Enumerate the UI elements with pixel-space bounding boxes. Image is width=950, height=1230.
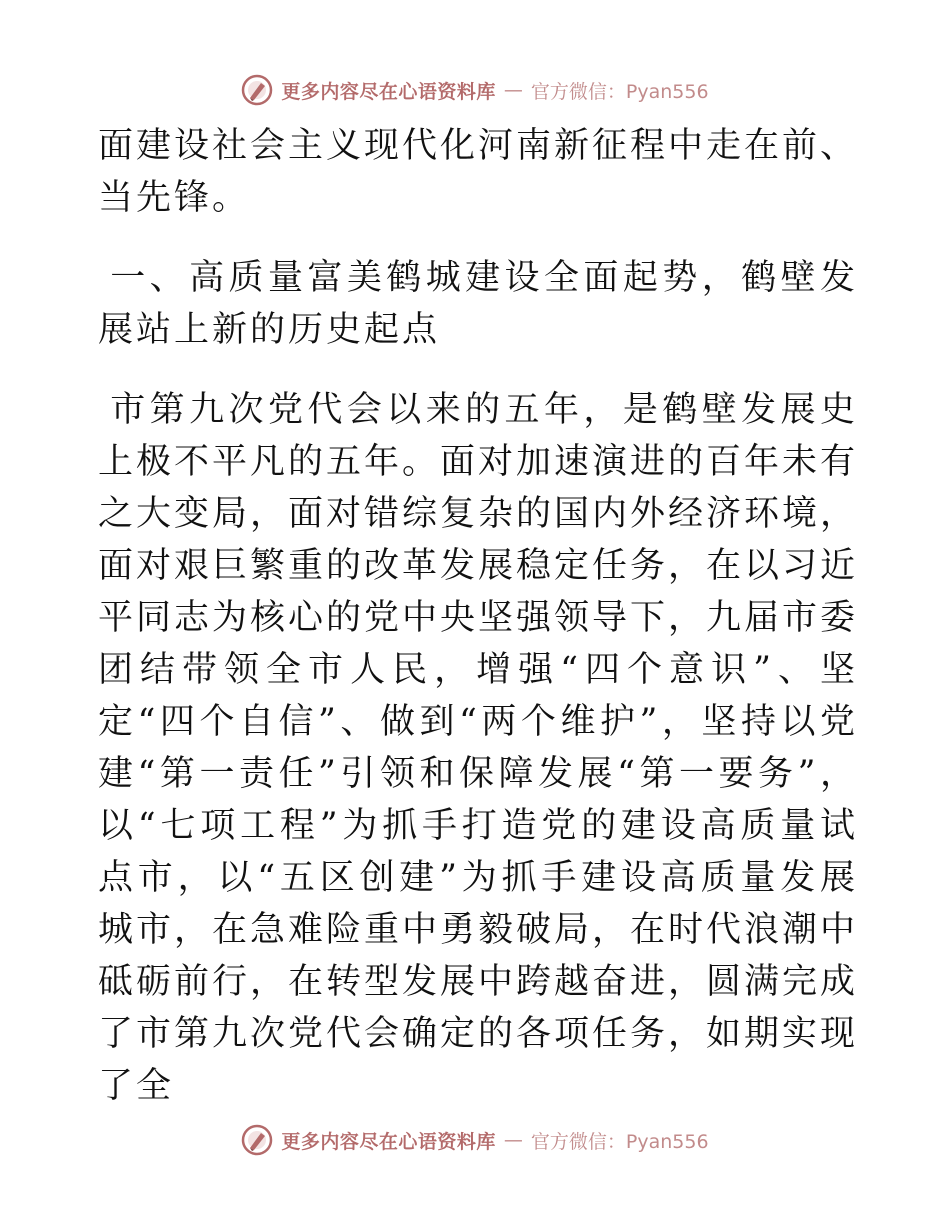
footer-site-text: 更多内容尽在心语资料库 (281, 1130, 496, 1153)
footer-separator: — (503, 1129, 523, 1151)
pen-nib-circle-icon (241, 1124, 273, 1156)
pen-nib-circle-icon (241, 74, 273, 106)
header-banner (0, 70, 950, 110)
footer-wechat-text: 官方微信：Pyan556 (530, 1130, 709, 1153)
paragraph-main: 市第九次党代会以来的五年，是鹤壁发展史上极不平凡的五年。面对加速演进的百年未有之大变局，面对错综复杂的国内外经济环境，面对艰巨繁重的改革发展稳定任务，在以习近平同志为核心的党中央坚强领导下，九届市委团结带领全市人民，增强“四个意识”、坚定“四个自信”、做到“两个维护”，坚持以党建“第一责任”引领和保障发展“第一要务”，以“七项工程”为抓手打造党的建设高质量试点市，以“五区创建”为抓手建设高质量发展城市，在急难险重中勇毅破局，在时代浪潮中砥砺前行，在转型发展中跨越奋进，圆满完成了市第九次党代会确定的各项任务，如期实现了全 (98, 390, 859, 1106)
header-separator: — (503, 79, 523, 101)
footer-banner (0, 1120, 950, 1160)
document-body (98, 120, 858, 1112)
section-heading: 一、高质量富美鹤城建设全面起势，鹤壁发展站上新的历史起点 (98, 258, 858, 350)
header-wechat-text: 官方微信：Pyan556 (530, 80, 709, 103)
header-site-text: 更多内容尽在心语资料库 (281, 80, 496, 103)
paragraph-continuation: 面建设社会主义现代化河南新征程中走在前、当先锋。 (98, 126, 859, 218)
